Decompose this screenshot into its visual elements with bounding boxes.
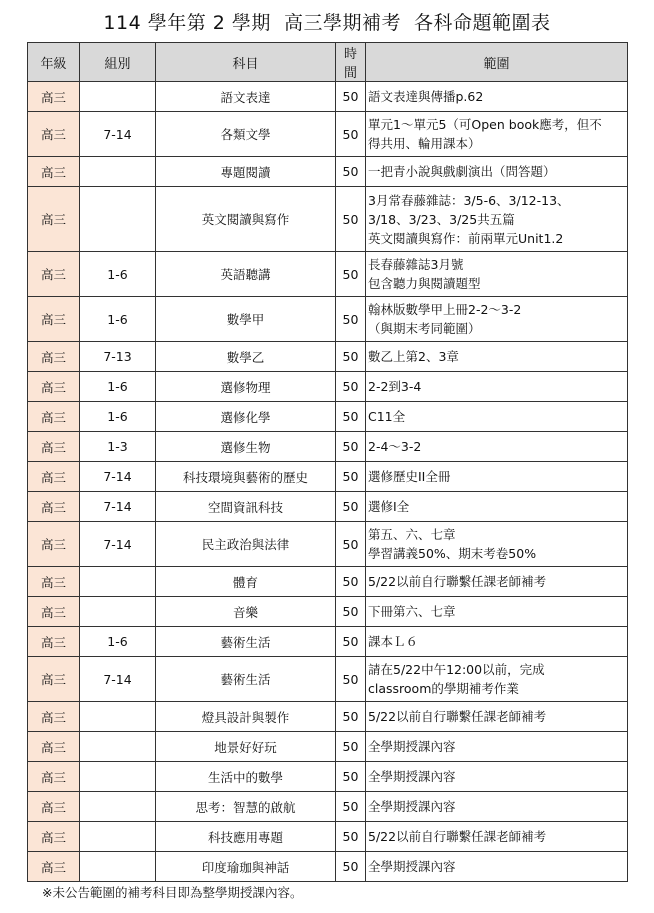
scope-line: 單元1～單元5（可Open book應考，但不 bbox=[368, 117, 602, 132]
scope-cell bbox=[366, 82, 628, 112]
group-cell: 1-6 bbox=[80, 372, 156, 402]
subject-cell: 語文表達 bbox=[156, 82, 336, 112]
grade-cell: 高三 bbox=[28, 402, 80, 432]
group-cell bbox=[80, 762, 156, 792]
time-cell: 50 bbox=[336, 597, 366, 627]
group-cell bbox=[80, 157, 156, 187]
grade-cell: 高三 bbox=[28, 432, 80, 462]
subject-cell: 選修物理 bbox=[156, 372, 336, 402]
grade-cell: 高三 bbox=[28, 822, 80, 852]
table-row bbox=[28, 522, 628, 567]
scope-cell bbox=[366, 297, 628, 342]
time-cell: 50 bbox=[336, 297, 366, 342]
grade-cell: 高三 bbox=[28, 252, 80, 297]
subject-cell: 選修生物 bbox=[156, 432, 336, 462]
scope-cell bbox=[366, 627, 628, 657]
subject-cell: 數學甲 bbox=[156, 297, 336, 342]
scope-line: 下冊第六、七章 bbox=[368, 604, 456, 619]
grade-cell: 高三 bbox=[28, 522, 80, 567]
time-cell: 50 bbox=[336, 852, 366, 882]
scope-cell bbox=[366, 657, 628, 702]
header-scope: 範圍 bbox=[366, 43, 628, 82]
time-cell: 50 bbox=[336, 492, 366, 522]
table-body bbox=[28, 82, 628, 882]
table-row bbox=[28, 732, 628, 762]
scope-line: 語文表達與傳播p.62 bbox=[368, 89, 484, 104]
table-row bbox=[28, 372, 628, 402]
group-cell: 1-6 bbox=[80, 252, 156, 297]
scope-line: 2-2到3-4 bbox=[368, 379, 422, 394]
table-row bbox=[28, 252, 628, 297]
scope-line: 5/22以前自行聯繫任課老師補考 bbox=[368, 709, 547, 724]
table-row bbox=[28, 297, 628, 342]
table-header-row bbox=[28, 43, 628, 82]
grade-cell: 高三 bbox=[28, 492, 80, 522]
scope-cell bbox=[366, 792, 628, 822]
table-row bbox=[28, 432, 628, 462]
time-cell: 50 bbox=[336, 342, 366, 372]
subject-cell: 體育 bbox=[156, 567, 336, 597]
subject-cell: 思考：智慧的啟航 bbox=[156, 792, 336, 822]
scope-cell bbox=[366, 522, 628, 567]
table-row bbox=[28, 402, 628, 432]
subject-cell: 英文閱讀與寫作 bbox=[156, 187, 336, 252]
exam-scope-table bbox=[27, 42, 628, 882]
group-cell bbox=[80, 732, 156, 762]
group-cell: 7-13 bbox=[80, 342, 156, 372]
time-cell: 50 bbox=[336, 567, 366, 597]
scope-cell bbox=[366, 852, 628, 882]
scope-line: 包含聽力與閱讀題型 bbox=[368, 276, 481, 291]
scope-line: 選修歷史II全冊 bbox=[368, 469, 451, 484]
group-cell bbox=[80, 82, 156, 112]
group-cell: 7-14 bbox=[80, 112, 156, 157]
subject-cell: 印度瑜珈與神話 bbox=[156, 852, 336, 882]
grade-cell: 高三 bbox=[28, 567, 80, 597]
grade-cell: 高三 bbox=[28, 702, 80, 732]
header-subject: 科目 bbox=[156, 43, 336, 82]
scope-line: 5/22以前自行聯繫任課老師補考 bbox=[368, 829, 547, 844]
subject-cell: 數學乙 bbox=[156, 342, 336, 372]
grade-cell: 高三 bbox=[28, 82, 80, 112]
grade-cell: 高三 bbox=[28, 732, 80, 762]
group-cell: 1-3 bbox=[80, 432, 156, 462]
time-cell: 50 bbox=[336, 157, 366, 187]
scope-line: 一把青小說與戲劇演出（問答題） bbox=[368, 164, 556, 179]
scope-line: 第五、六、七章 bbox=[368, 527, 456, 542]
subject-cell: 英語聽講 bbox=[156, 252, 336, 297]
scope-line: 課本Ｌ６ bbox=[368, 634, 419, 649]
subject-cell: 藝術生活 bbox=[156, 657, 336, 702]
table-row bbox=[28, 187, 628, 252]
scope-line: 5/22以前自行聯繫任課老師補考 bbox=[368, 574, 547, 589]
table-row bbox=[28, 492, 628, 522]
subject-cell: 空間資訊科技 bbox=[156, 492, 336, 522]
time-cell: 50 bbox=[336, 372, 366, 402]
scope-line: 全學期授課內容 bbox=[368, 769, 456, 784]
time-cell: 50 bbox=[336, 792, 366, 822]
grade-cell: 高三 bbox=[28, 157, 80, 187]
group-cell bbox=[80, 702, 156, 732]
subject-cell: 藝術生活 bbox=[156, 627, 336, 657]
group-cell: 1-6 bbox=[80, 402, 156, 432]
grade-cell: 高三 bbox=[28, 342, 80, 372]
grade-cell: 高三 bbox=[28, 597, 80, 627]
grade-cell: 高三 bbox=[28, 112, 80, 157]
time-cell: 50 bbox=[336, 762, 366, 792]
grade-cell: 高三 bbox=[28, 462, 80, 492]
scope-line: 學習講義50%、期末考卷50% bbox=[368, 546, 537, 561]
group-cell: 7-14 bbox=[80, 522, 156, 567]
header-group: 組別 bbox=[80, 43, 156, 82]
scope-cell bbox=[366, 252, 628, 297]
group-cell bbox=[80, 852, 156, 882]
scope-cell bbox=[366, 157, 628, 187]
grade-cell: 高三 bbox=[28, 297, 80, 342]
header-grade: 年級 bbox=[28, 43, 80, 82]
grade-cell: 高三 bbox=[28, 187, 80, 252]
scope-cell bbox=[366, 187, 628, 252]
header-time: 時間 bbox=[336, 43, 366, 82]
grade-cell: 高三 bbox=[28, 792, 80, 822]
grade-cell: 高三 bbox=[28, 372, 80, 402]
subject-cell: 選修化學 bbox=[156, 402, 336, 432]
table-row bbox=[28, 792, 628, 822]
group-cell: 7-14 bbox=[80, 492, 156, 522]
scope-cell bbox=[366, 112, 628, 157]
grade-cell: 高三 bbox=[28, 852, 80, 882]
scope-cell bbox=[366, 492, 628, 522]
scope-line: 數乙上第2、3章 bbox=[368, 349, 459, 364]
table-row bbox=[28, 702, 628, 732]
scope-cell bbox=[366, 597, 628, 627]
grade-cell: 高三 bbox=[28, 762, 80, 792]
time-cell: 50 bbox=[336, 627, 366, 657]
table-row bbox=[28, 567, 628, 597]
subject-cell: 燈具設計與製作 bbox=[156, 702, 336, 732]
scope-line: 全學期授課內容 bbox=[368, 739, 456, 754]
scope-line: 得共用、輪用課本） bbox=[368, 136, 481, 151]
table-row bbox=[28, 462, 628, 492]
table-row bbox=[28, 762, 628, 792]
scope-cell bbox=[366, 372, 628, 402]
scope-cell bbox=[366, 432, 628, 462]
scope-line: 請在5/22中午12:00以前，完成 bbox=[368, 662, 545, 677]
time-cell: 50 bbox=[336, 732, 366, 762]
scope-line: 翰林版數學甲上冊2-2～3-2 bbox=[368, 302, 522, 317]
subject-cell: 科技應用專題 bbox=[156, 822, 336, 852]
table-row bbox=[28, 342, 628, 372]
time-cell: 50 bbox=[336, 462, 366, 492]
scope-line: 選修Ⅰ全 bbox=[368, 499, 410, 514]
time-cell: 50 bbox=[336, 82, 366, 112]
scope-line: 長春藤雜誌3月號 bbox=[368, 257, 464, 272]
table-row bbox=[28, 657, 628, 702]
scope-line: C11全 bbox=[368, 409, 406, 424]
group-cell: 1-6 bbox=[80, 297, 156, 342]
subject-cell: 民主政治與法律 bbox=[156, 522, 336, 567]
subject-cell: 生活中的數學 bbox=[156, 762, 336, 792]
scope-cell bbox=[366, 402, 628, 432]
table-row bbox=[28, 157, 628, 187]
scope-cell bbox=[366, 762, 628, 792]
time-cell: 50 bbox=[336, 822, 366, 852]
table-row bbox=[28, 822, 628, 852]
time-cell: 50 bbox=[336, 112, 366, 157]
table-row bbox=[28, 627, 628, 657]
table-row bbox=[28, 852, 628, 882]
group-cell bbox=[80, 567, 156, 597]
scope-line: 3月常春藤雜誌：3/5-6、3/12-13、 bbox=[368, 192, 570, 208]
time-cell: 50 bbox=[336, 432, 366, 462]
group-cell bbox=[80, 597, 156, 627]
grade-cell: 高三 bbox=[28, 657, 80, 702]
page-title: 114 學年第 2 學期 高三學期補考 各科命題範圍表 bbox=[103, 12, 551, 34]
group-cell: 7-14 bbox=[80, 657, 156, 702]
subject-cell: 各類文學 bbox=[156, 112, 336, 157]
time-cell: 50 bbox=[336, 702, 366, 732]
subject-cell: 音樂 bbox=[156, 597, 336, 627]
scope-cell bbox=[366, 342, 628, 372]
scope-line: 2-4～3-2 bbox=[368, 439, 422, 454]
scope-cell bbox=[366, 822, 628, 852]
table-row bbox=[28, 82, 628, 112]
group-cell: 1-6 bbox=[80, 627, 156, 657]
footnote: ※未公告範圍的補考科目即為整學期授課內容。 bbox=[42, 885, 303, 900]
scope-cell bbox=[366, 567, 628, 597]
time-cell: 50 bbox=[336, 252, 366, 297]
subject-cell: 地景好好玩 bbox=[156, 732, 336, 762]
group-cell bbox=[80, 792, 156, 822]
time-cell: 50 bbox=[336, 187, 366, 252]
scope-line: 全學期授課內容 bbox=[368, 799, 456, 814]
group-cell bbox=[80, 822, 156, 852]
scope-line: 全學期授課內容 bbox=[368, 859, 456, 874]
table-row bbox=[28, 112, 628, 157]
scope-line: （與期末考同範圍） bbox=[368, 321, 481, 336]
time-cell: 50 bbox=[336, 402, 366, 432]
time-cell: 50 bbox=[336, 522, 366, 567]
scope-line: classroom的學期補考作業 bbox=[368, 681, 519, 696]
scope-line: 英文閱讀與寫作：前兩單元Unit1.2 bbox=[368, 230, 564, 246]
scope-cell bbox=[366, 462, 628, 492]
scope-line: 3/18、3/23、3/25共五篇 bbox=[368, 211, 515, 227]
subject-cell: 科技環境與藝術的歷史 bbox=[156, 462, 336, 492]
time-cell: 50 bbox=[336, 657, 366, 702]
subject-cell: 專題閱讀 bbox=[156, 157, 336, 187]
scope-cell bbox=[366, 702, 628, 732]
scope-cell bbox=[366, 732, 628, 762]
table-row bbox=[28, 597, 628, 627]
group-cell: 7-14 bbox=[80, 462, 156, 492]
group-cell bbox=[80, 187, 156, 252]
grade-cell: 高三 bbox=[28, 627, 80, 657]
